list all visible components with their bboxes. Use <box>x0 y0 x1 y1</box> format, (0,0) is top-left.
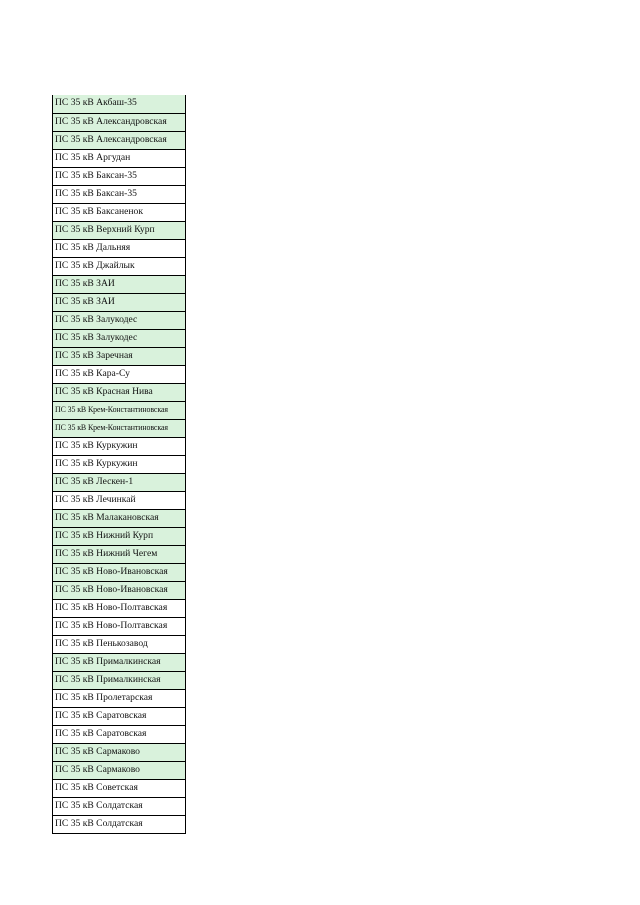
substation-cell: ПС 35 кВ Малакановская <box>53 509 185 527</box>
substation-cell: ПС 35 кВ Лечинкай <box>53 491 185 509</box>
substation-cell: ПС 35 кВ Прималкинская <box>53 671 185 689</box>
substation-cell: ПС 35 кВ Баксаненок <box>53 203 185 221</box>
substation-cell: ПС 35 кВ Баксан-35 <box>53 167 185 185</box>
substation-cell: ПС 35 кВ Нижний Чегем <box>53 545 185 563</box>
substation-cell: ПС 35 кВ Залукодес <box>53 311 185 329</box>
substation-cell: ПС 35 кВ Нижний Курп <box>53 527 185 545</box>
substation-cell: ПС 35 кВ Красная Нива <box>53 383 185 401</box>
substation-cell: ПС 35 кВ Солдатская <box>53 815 185 833</box>
substation-cell: ПС 35 кВ Дальняя <box>53 239 185 257</box>
substation-cell: ПС 35 кВ Ново-Ивановская <box>53 563 185 581</box>
substation-cell: ПС 35 кВ Баксан-35 <box>53 185 185 203</box>
substation-cell: ПС 35 кВ Сармаково <box>53 743 185 761</box>
substation-cell: ПС 35 кВ Александровская <box>53 131 185 149</box>
substation-cell: ПС 35 кВ Пролетарская <box>53 689 185 707</box>
substation-cell: ПС 35 кВ Лескен-1 <box>53 473 185 491</box>
substation-cell: ПС 35 кВ Крем-Константиновская <box>53 401 185 419</box>
substation-cell: ПС 35 кВ Верхний Курп <box>53 221 185 239</box>
substation-cell: ПС 35 кВ Акбаш-35 <box>53 95 185 113</box>
substation-cell: ПС 35 кВ Ново-Полтавская <box>53 617 185 635</box>
substation-cell: ПС 35 кВ Ново-Полтавская <box>53 599 185 617</box>
substation-cell: ПС 35 кВ Советская <box>53 779 185 797</box>
substation-cell: ПС 35 кВ Заречная <box>53 347 185 365</box>
substation-cell: ПС 35 кВ ЗАИ <box>53 293 185 311</box>
substation-cell: ПС 35 кВ Саратовская <box>53 725 185 743</box>
substation-cell: ПС 35 кВ Джайлык <box>53 257 185 275</box>
substation-cell: ПС 35 кВ ЗАИ <box>53 275 185 293</box>
substation-cell: ПС 35 кВ Куркужин <box>53 455 185 473</box>
substation-cell: ПС 35 кВ Кара-Су <box>53 365 185 383</box>
substation-cell: ПС 35 кВ Солдатская <box>53 797 185 815</box>
substation-cell: ПС 35 кВ Аргудан <box>53 149 185 167</box>
substation-cell: ПС 35 кВ Сармаково <box>53 761 185 779</box>
substation-cell: ПС 35 кВ Саратовская <box>53 707 185 725</box>
substation-cell: ПС 35 кВ Ново-Ивановская <box>53 581 185 599</box>
substation-cell: ПС 35 кВ Крем-Константиновская <box>53 419 185 437</box>
substation-cell: ПС 35 кВ Александровская <box>53 113 185 131</box>
substation-cell: ПС 35 кВ Залукодес <box>53 329 185 347</box>
substation-cell: ПС 35 кВ Куркужин <box>53 437 185 455</box>
substation-cell: ПС 35 кВ Прималкинская <box>53 653 185 671</box>
substation-column <box>52 95 186 834</box>
substation-cell: ПС 35 кВ Пенькозавод <box>53 635 185 653</box>
